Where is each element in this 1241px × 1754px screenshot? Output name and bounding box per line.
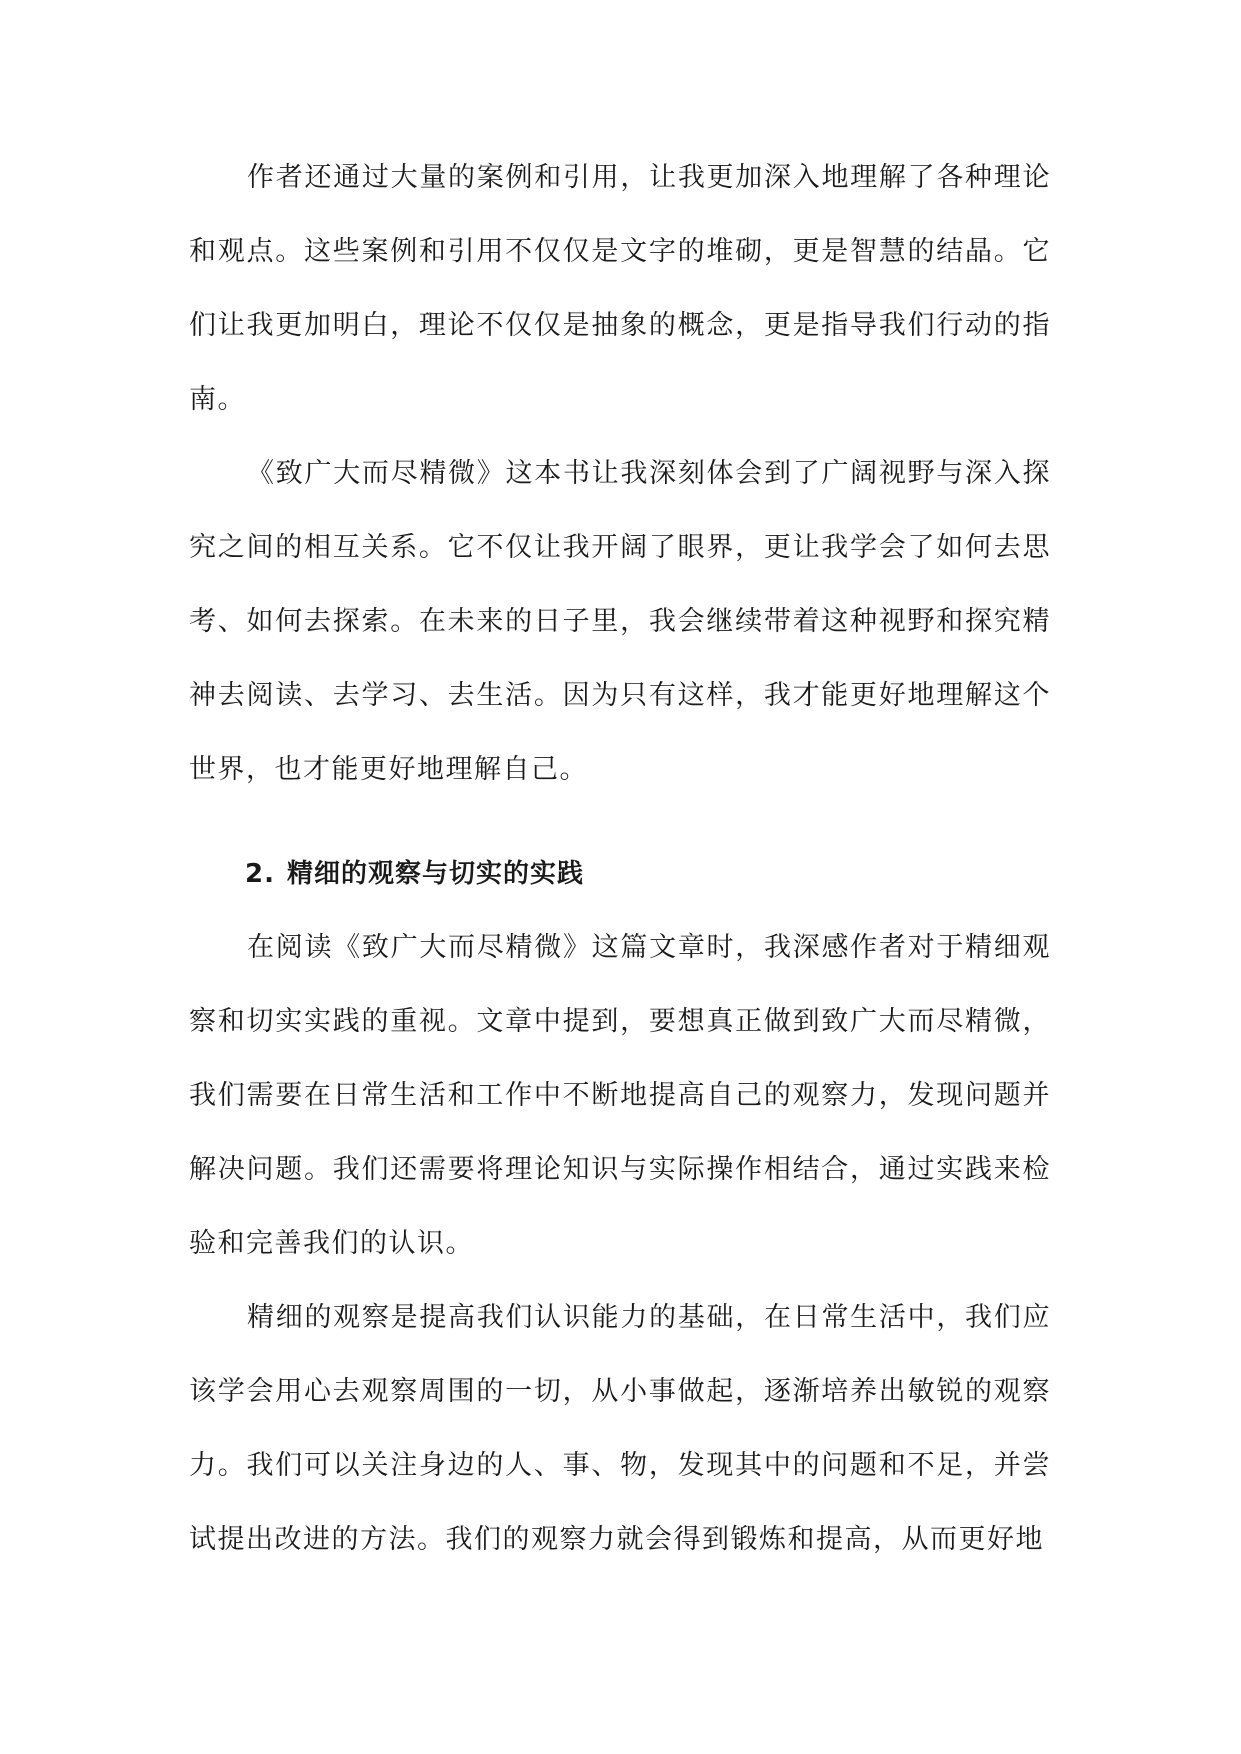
- document-body: [189, 141, 1051, 1577]
- section-number: 2.: [245, 859, 275, 889]
- paragraph: 《致广大而尽精微》这本书让我深刻体会到了广阔视野与深入探究之间的相互关系。它不仅让我开阔了眼界，更让我学会了如何去思考、如何去探索。在未来的日子里，我会继续带着这种视野和探究精神去阅读、去学习、去生活。因为只有这样，我才能更好地理解这个世界，也才能更好地理解自己。: [189, 458, 1051, 785]
- paragraph: 精细的观察是提高我们认识能力的基础，在日常生活中，我们应该学会用心去观察周围的一切，从小事做起，逐渐培养出敏锐的观察力。我们可以关注身边的人、事、物，发现其中的问题和不足，并尝试提出改进的方法。我们的观察力就会得到锻炼和提高，从而更好地: [189, 1302, 1051, 1555]
- section-title: 精细的观察与切实的实践: [286, 859, 584, 889]
- paragraph: 作者还通过大量的案例和引用，让我更加深入地理解了各种理论和观点。这些案例和引用不仅仅是文字的堆砌，更是智慧的结晶。它们让我更加明白，理论不仅仅是抽象的概念，更是指导我们行动的指南。: [189, 162, 1051, 415]
- section-heading: [189, 837, 1051, 911]
- paragraph: 在阅读《致广大而尽精微》这篇文章时，我深感作者对于精细观察和切实实践的重视。文章中提到，要想真正做到致广大而尽精微，我们需要在日常生活和工作中不断地提高自己的观察力，发现问题并解决问题。我们还需要将理论知识与实际操作相结合，通过实践来检验和完善我们的认识。: [189, 932, 1051, 1259]
